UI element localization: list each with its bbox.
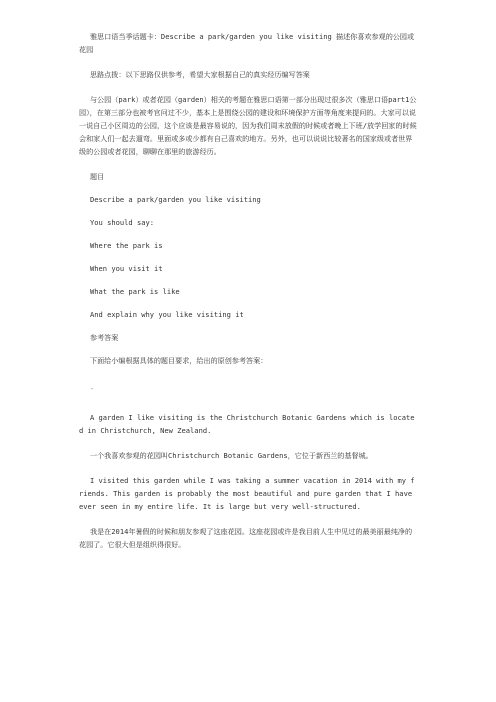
prompt-item: What the park is like xyxy=(90,287,180,296)
intro-body: 与公园（park）或者花园（garden）相关的考题在雅思口语第一部分出现过很多次（雅思口语part1公园），在第三部分也被考官问过不少，基本上是围绕公园的建设和环境保护方面等角度来提问的。大家可以说一说自己小区周边的公园，这个应该是最容易说的，因为我们周末放假的时候或者晚上下班/放学回家的时候会和家人们一起去遛弯。里面或多或少都有自己喜欢的地方。另外，也可以说说比较著名的国家级或者世界级的公园或者花园，聊聊在那里的旅游经历。 xyxy=(79,95,417,156)
you-should-say: You should say: xyxy=(90,218,155,227)
prompt-item: And explain why you like visiting it xyxy=(90,310,244,319)
answer-intro: 下面给小编根据具体的题目要求，给出的原创参考答案： xyxy=(90,356,268,365)
answer-chinese-paragraph: 我是在2014年暑假的时候和朋友参观了这座花园。这座花园或许是我目前人生中见过的最美丽最纯净的花园了。它很大但是组织得很好。 xyxy=(79,527,413,549)
prompt-item: Where the park is xyxy=(90,241,163,250)
question-heading: 题目 xyxy=(90,172,105,181)
answer-english-paragraph: I visited this garden while I was taking a summer vacation in 2014 with my friends. This garden is probably the most beautiful and pure garden that I have ever seen in my entire life. It is large but very well-structured. xyxy=(79,476,415,511)
answer-chinese-paragraph: 一个我喜欢参观的花园叫Christchurch Botanic Gardens，它位于新西兰的基督城。 xyxy=(90,451,373,460)
answer-heading: 参考答案 xyxy=(90,333,119,342)
prompt-item: When you visit it xyxy=(90,264,163,273)
document-title: 雅思口语当季话题卡：Describe a park/garden you like visiting 描述你喜欢参观的公园或花园 xyxy=(79,32,415,54)
question-text: Describe a park/garden you like visiting xyxy=(90,195,261,204)
answer-english-paragraph: A garden I like visiting is the Christchurch Botanic Gardens which is located in Christchurch, New Zealand. xyxy=(79,413,415,435)
divider-mark: - xyxy=(90,385,95,393)
intro-label: 思路点拨：以下思路仅供参考，希望大家根据自己的真实经历编写答案 xyxy=(90,70,310,79)
document-page xyxy=(79,30,418,551)
